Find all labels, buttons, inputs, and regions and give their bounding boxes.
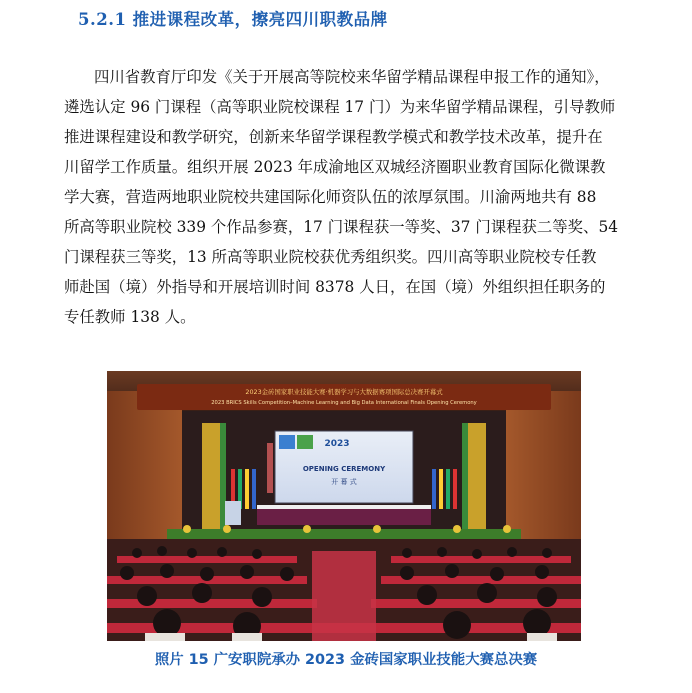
photo-caption: 照片 15 广安职院承办 2023 金砖国家职业技能大赛总决赛 [154,652,538,668]
paragraph-line: 四川省教育厅印发《关于开展高等院校来华留学精品课程申报工作的通知》， [94,68,610,86]
paragraph-line: 专任教师 138 人。 [64,308,196,326]
paragraph-line: 推进课程建设和教学研究，创新来华留学课程教学模式和教学技术改革，提升在 [64,128,603,146]
paragraph-line: 遴选认定 96 门课程（高等职业院校课程 17 门）为来华留学精品课程，引导教师 [64,98,616,116]
body-paragraph [64,62,664,332]
banner-title-en: 2023 BRICS Skills Competition–Machine Learning and Big Data International Finals Opening Ceremony [211,400,477,406]
paragraph-line: 所高等职业院校 339 个作品参赛，17 门课程获一等奖、37 门课程获二等奖、54 [64,218,619,236]
paragraph-line: 师赴国（境）外指导和开展培训时间 8378 人日，在国（境）外组织担任职务的 [64,278,606,296]
paragraph-line: 门课程获三等奖，13 所高等职业院校获优秀组织奖。四川高等职业院校专任教 [64,248,597,266]
screen-logo-text: 2023 [324,439,350,449]
stage-screen [275,431,413,503]
logo-mark-icon [297,435,313,449]
logo-mark-icon [279,435,295,449]
screen-subtitle: 开 幕 式 [331,478,357,486]
screen-title: OPENING CEREMONY [302,465,386,473]
paragraph-line: 川留学工作质量。组织开展 2023 年成渝地区双城经济圈职业教育国际化微课教 [64,158,606,176]
section-heading: 5.2.1 推进课程改革，擦亮四川职教品牌 [78,10,388,29]
event-banner [137,384,551,410]
paragraph-line: 学大赛，营造两地职业院校共建国际化师资队伍的浓厚氛围。川渝两地共有 88 [64,188,597,206]
ceremony-photo [107,371,581,641]
banner-title-cn: 2023金砖国家职业技能大赛·机器学习与大数据赛项国际总决赛开幕式 [245,388,443,396]
